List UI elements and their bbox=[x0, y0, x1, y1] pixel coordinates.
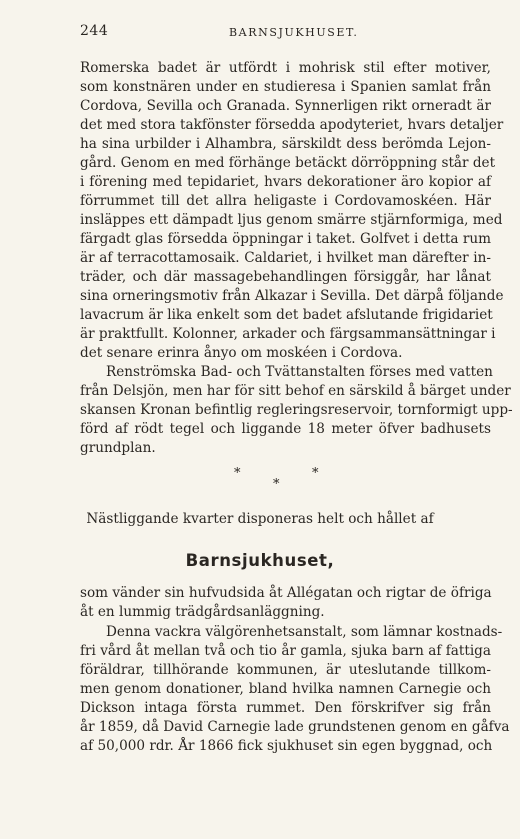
page-number: 244 bbox=[80, 23, 109, 39]
text-line: i förening med tepidariet, hvars dekorationer äro kopior af bbox=[80, 174, 491, 190]
text-line: färgadt glas försedda öppningar i taket. Golfvet i detta rum bbox=[80, 231, 491, 247]
text-line: från Delsjön, men har för sitt behof en särskild å bärget under bbox=[80, 383, 511, 399]
text-line: fri vård åt mellan två och tio år gamla, sjuka barn af fattiga bbox=[80, 643, 491, 659]
text-line: som konstnären under en studieresa i Spanien samlat från bbox=[80, 79, 491, 95]
section-heading: Barnsjukhuset, bbox=[185, 551, 335, 570]
text-line: åt en lummig trädgårdsanläggning. bbox=[80, 604, 325, 620]
text-line: sina orneringsmotiv från Alkazar i Sevilla. Det därpå följande bbox=[80, 288, 504, 304]
text-line: insläppes ett dämpadt ljus genom smärre stjärnformiga, med bbox=[80, 212, 503, 228]
separator-star: * bbox=[273, 477, 280, 492]
text-line: är af terracottamosaik. Caldariet, i hvilket man därefter in- bbox=[80, 250, 491, 266]
text-line: lavacrum är lika enkelt som det badet afslutande frigidariet bbox=[80, 307, 493, 323]
text-line: träder, och där massagebehandlingen försiggår, har lånat bbox=[80, 269, 491, 285]
text-line: skansen Kronan befintlig regleringsreservoir, tornformigt upp- bbox=[80, 402, 513, 418]
separator-star: * bbox=[234, 466, 241, 481]
text-line: Dickson intaga första rummet. Den förskrifver sig från bbox=[80, 700, 491, 716]
text-line: som vänder sin hufvudsida åt Allégatan och rigtar de öfriga bbox=[80, 585, 492, 601]
text-line: Romerska badet är utfördt i mohrisk stil efter motiver, bbox=[80, 60, 491, 76]
text-line: Denna vackra välgörenhetsanstalt, som lämnar kostnads- bbox=[106, 624, 503, 640]
text-line: grundplan. bbox=[80, 440, 156, 456]
paragraph-location bbox=[80, 584, 491, 622]
text-line: Cordova, Sevilla och Granada. Synnerligen rikt orneradt är bbox=[80, 98, 491, 114]
text-line: föräldrar, tillhörande kommunen, är uteslutande tillkom- bbox=[80, 662, 491, 678]
text-line: är praktfullt. Kolonner, arkader och färgsammansättningar i bbox=[80, 326, 496, 342]
text-line: gård. Genom en med förhänge betäckt dörröppning står det bbox=[80, 155, 496, 171]
text-line: det senare erinra ånyo om moskéen i Cordova. bbox=[80, 345, 403, 361]
text-line: förrummet till det allra heligaste i Cordovamoskéen. Här bbox=[80, 193, 491, 209]
separator-star: * bbox=[312, 466, 319, 481]
paragraph-charity-history bbox=[80, 623, 510, 756]
text-line: men genom donationer, bland hvilka namnen Carnegie och bbox=[80, 681, 491, 697]
text-line: af 50,000 rdr. År 1866 fick sjukhuset sin egen byggnad, och bbox=[80, 738, 493, 754]
paragraph-water-supply bbox=[80, 363, 513, 458]
intro-line: Nästliggande kvarter disponeras helt och hållet af bbox=[86, 511, 434, 527]
text-line: förd af rödt tegel och liggande 18 meter öfver badhusets bbox=[80, 421, 491, 437]
running-head: BARNSJUKHUSET. bbox=[229, 26, 359, 39]
paragraph-bath-description bbox=[80, 59, 504, 363]
text-line: år 1859, då David Carnegie lade grundstenen genom en gåfva bbox=[80, 719, 510, 735]
text-line: ha sina urbilder i Alhambra, särskildt dess berömda Lejon- bbox=[80, 136, 491, 152]
text-line: det med stora takfönster försedda apodyteriet, hvars detaljer bbox=[80, 117, 504, 133]
text-line: Renströmska Bad- och Tvättanstalten förses med vatten bbox=[106, 364, 493, 380]
